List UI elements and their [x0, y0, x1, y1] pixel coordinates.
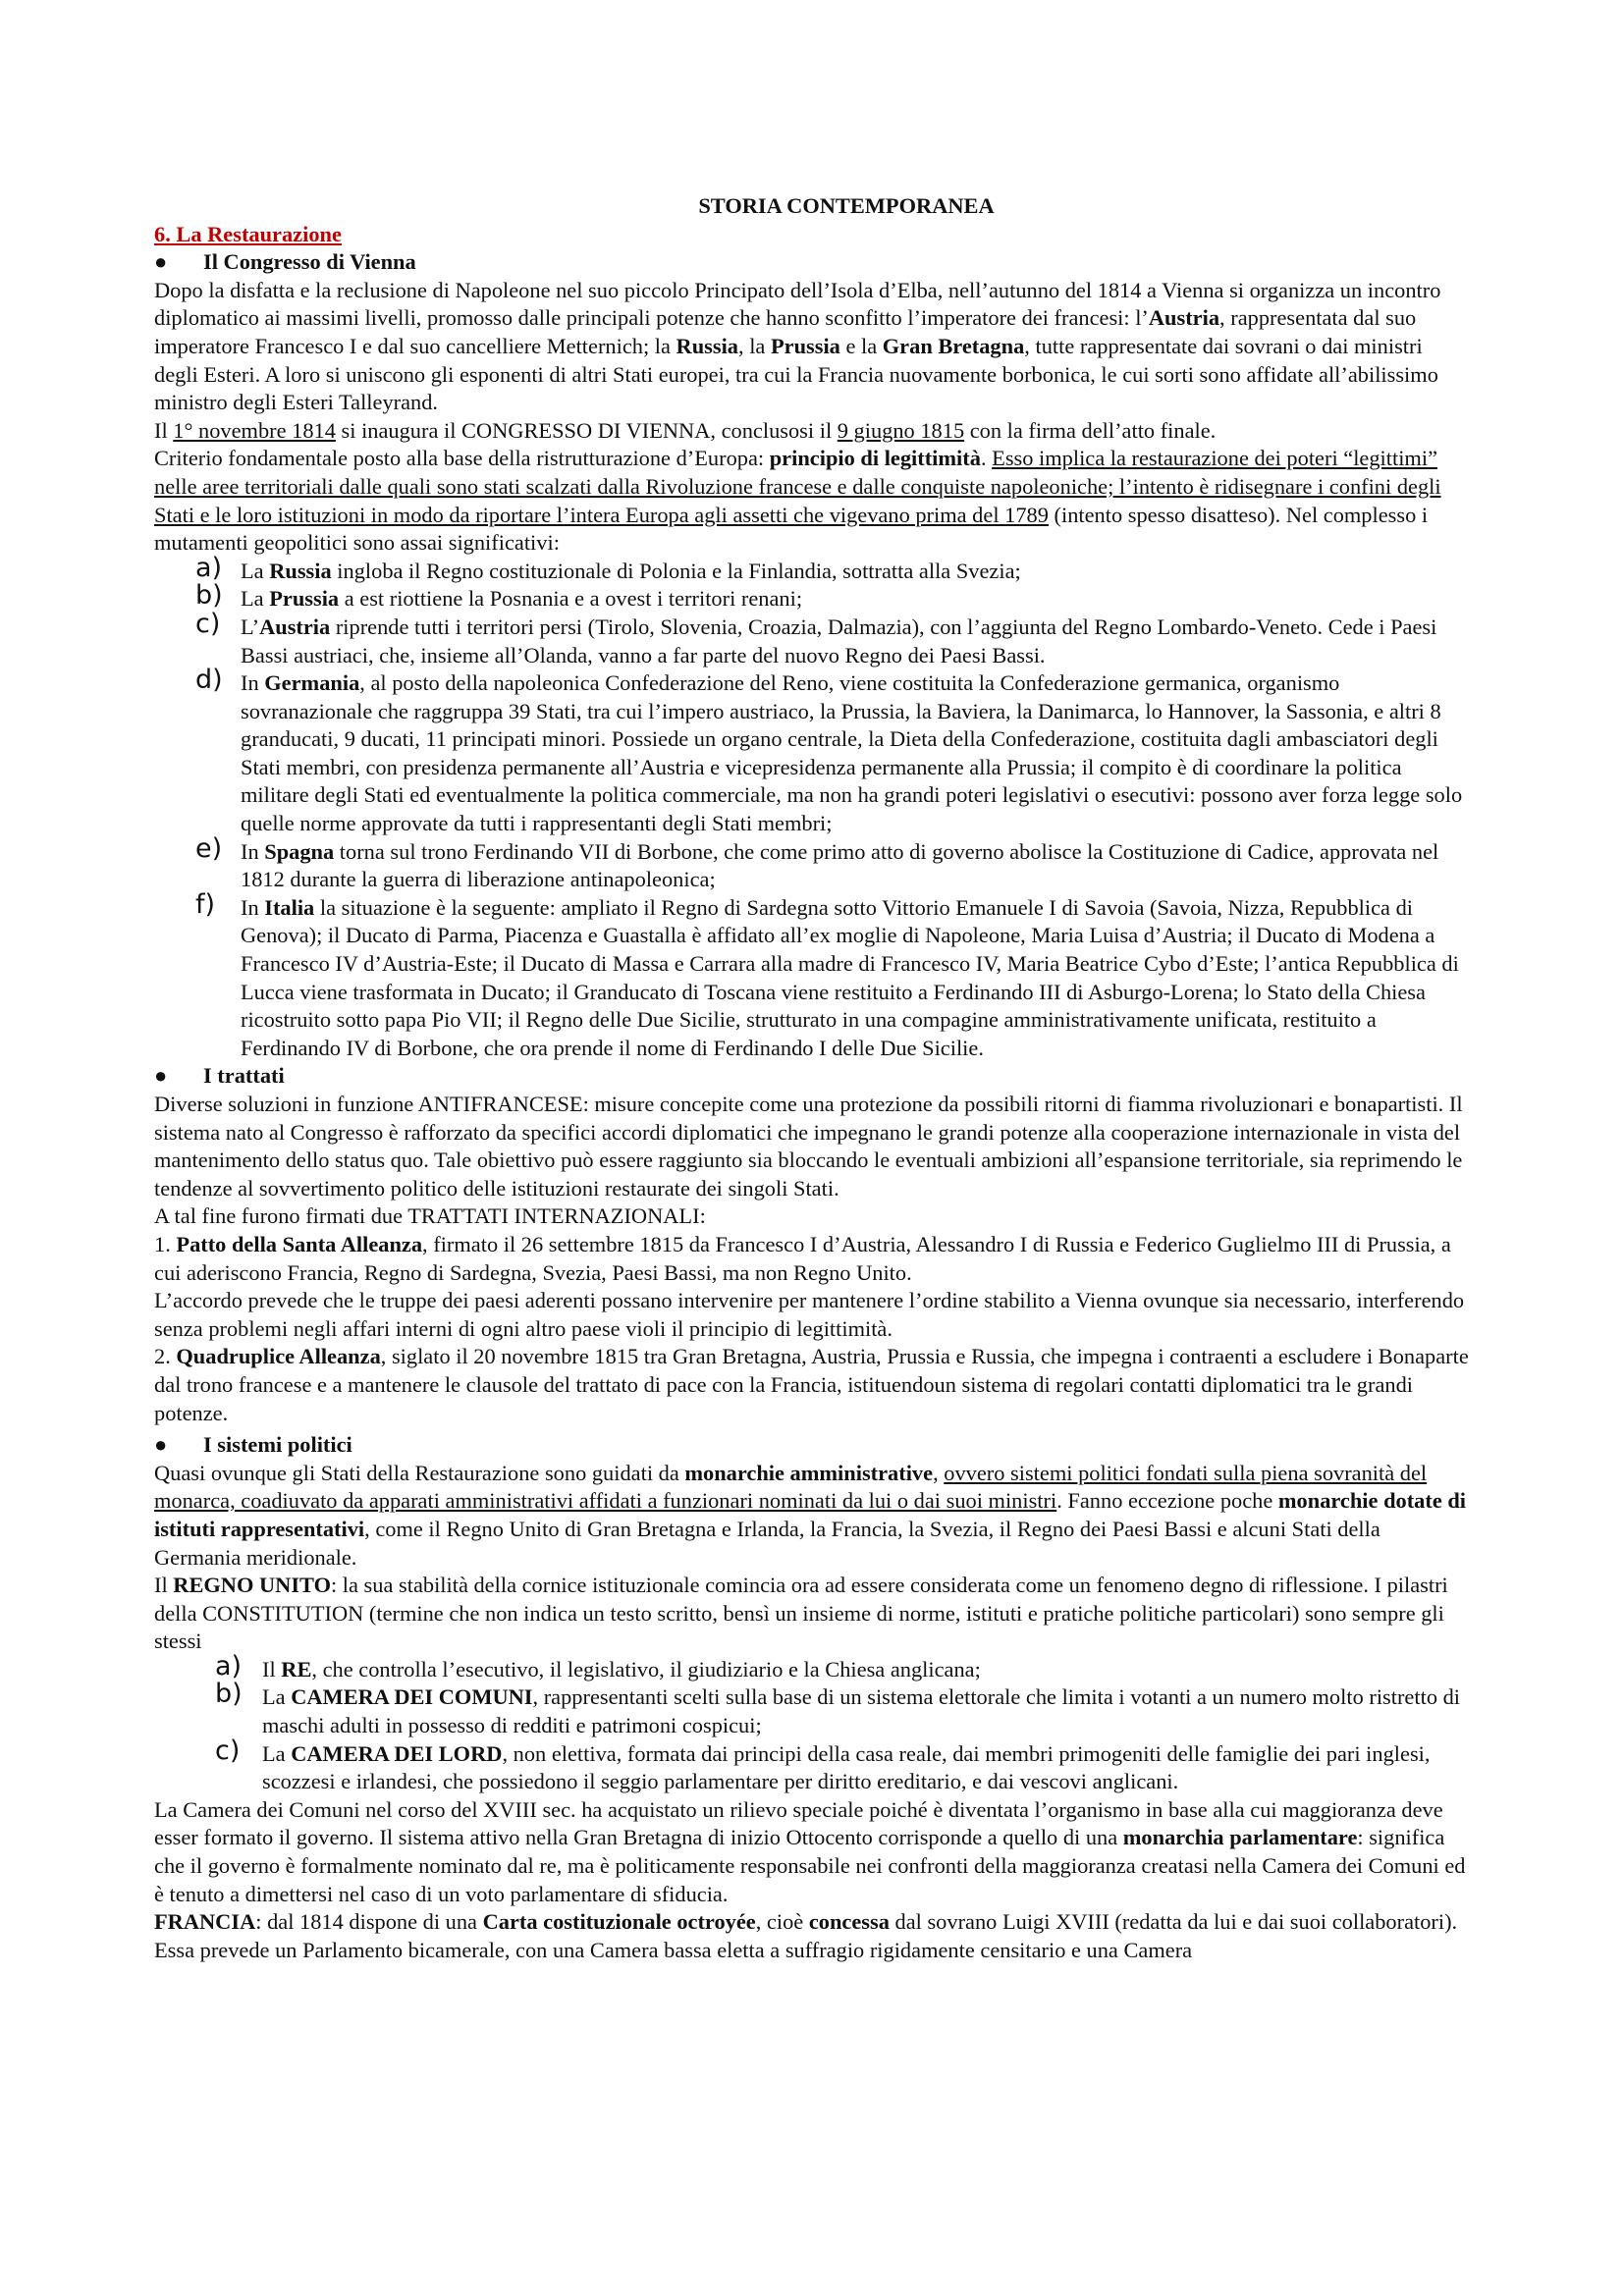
text-run: , che controlla l’esecutivo, il legislativo, il giudiziario e la Chiesa anglicana; [311, 1656, 981, 1682]
bold-text: Carta costituzionale octroyée [482, 1909, 756, 1935]
bold-text: Russia [269, 558, 332, 583]
list-item [154, 1735, 1470, 1796]
list-item [154, 888, 1470, 1063]
list-item [154, 1679, 1470, 1739]
bold-text: Prussia [269, 586, 340, 612]
list-item [154, 552, 1470, 586]
bold-text: REGNO UNITO [173, 1573, 331, 1598]
bold-text: monarchia parlamentare [1122, 1825, 1358, 1850]
bullet-icon: ● [154, 249, 168, 275]
document-title: STORIA CONTEMPORANEA [698, 193, 995, 218]
underlined-text: ovvero sistemi politici fondati sulla piena sovranità del monarca, coadiuvato da apparati amministrativi affidati a funzionari nominati da lui o dai suoi ministri [154, 1460, 1428, 1514]
paragraph [154, 1572, 1470, 1656]
bold-text: principio di legittimità [769, 446, 981, 471]
text-run: 1. [154, 1231, 177, 1256]
bold-text: CAMERA DEI COMUNI [291, 1684, 533, 1710]
text-run: L’accordo prevede che le truppe dei paesi aderenti possano intervenire per mantenere l’ordine stabilito a Vienna ovunque sia necessario, interferendo senza problemi negli affari interni di ogni altro paese violi il principio di legittimità. [154, 1288, 1465, 1341]
paragraph [154, 1908, 1470, 1964]
text-run: , la [738, 333, 771, 358]
bold-text: Quadruplice Alleanza [176, 1344, 381, 1369]
sistemi-list [154, 1650, 1470, 1796]
text-run: In [241, 838, 265, 864]
text-run: La Camera dei Comuni nel corso del XVIII sec. ha acquistato un rilievo speciale poiché è diventata l’organismo in base alla cui maggioranza deve esser formato il governo. Il sistema attivo nella Gran Bretagna di inizio Ottocento corrisponde a quello di una [154, 1796, 1443, 1850]
text-run: Quasi ovunque gli Stati della Restaurazione sono guidati da [154, 1460, 685, 1485]
bold-text: Patto della Santa Alleanza [176, 1231, 423, 1256]
bold-text: Prussia [770, 333, 840, 358]
list-item [154, 608, 1470, 669]
bold-text: monarchie amministrative [684, 1460, 934, 1485]
text-run: . [980, 446, 993, 471]
paragraph [154, 1343, 1470, 1427]
bold-text: RE [281, 1656, 312, 1682]
text-run: riprende tutti i territori persi (Tirolo, Slovenia, Croazia, Dalmazia), con l’aggiunta del Regno Lombardo-Veneto. Cede i Paesi Bassi austriaci, che, insieme all’Olanda, vanno a far parte del nuovo Regno dei Paesi Bassi. [241, 614, 1437, 667]
paragraph [154, 1287, 1470, 1343]
text-run: : dal 1814 dispone di una [255, 1909, 483, 1935]
list-marker: b) [195, 580, 223, 612]
bullet-icon: ● [154, 1432, 168, 1458]
text-run: , rappresentanti scelti sulla base di un sistema elettorale che limita i votanti a un numero molto ristretto di maschi adulti in possesso di redditi e patrimoni cospicui; [262, 1684, 1461, 1738]
text-run: In [241, 894, 265, 920]
text-run: e la [839, 333, 883, 358]
heading-trattati [154, 1062, 1470, 1091]
text-run: A tal fine furono firmati due TRATTATI INTERNAZIONALI: [154, 1203, 706, 1229]
text-run: : la sua stabilità della cornice istituzionale comincia ora ad essere considerata come un fenomeno degno di riflessione. I pilastri della CONSTITUTION (termine che non indica un testo scritto, bensì un insieme di norme, istituti e pratiche politiche particolari) sono sempre gli stessi [154, 1573, 1448, 1654]
list-marker: a) [215, 1650, 243, 1682]
bold-text: Gran Bretagna [882, 333, 1025, 358]
section-title: 6. La Restaurazione [154, 221, 342, 246]
bold-text: Russia [676, 333, 738, 358]
text-run: ingloba il Regno costituzionale di Polonia e la Finlandia, sottratta alla Svezia; [331, 558, 1021, 583]
bold-text: monarchie dotate di istituti rappresentativi [154, 1488, 1467, 1541]
text-run: , cioè [755, 1909, 809, 1935]
bold-text: Austria [1148, 305, 1220, 331]
text-run: , come il Regno Unito di Gran Bretagna e Irlanda, la Francia, la Svezia, il Regno dei Paesi Bassi e alcuni Stati della Germania meridionale. [154, 1516, 1380, 1570]
heading-congresso [154, 248, 1470, 277]
bullet-icon: ● [154, 1063, 168, 1089]
congresso-list [154, 552, 1470, 1063]
text-run: , non elettiva, formata dai principi della casa reale, dai membri primogeniti delle famiglie dei pari inglesi, scozzesi e irlandesi, che possiedono il seggio parlamentare per diritto ereditario, e dai vescovi anglicani. [262, 1740, 1431, 1794]
text-run: La [262, 1684, 292, 1710]
underlined-text: 9 giugno 1815 [837, 417, 965, 443]
text-run: Dopo la disfatta e la reclusione di Napoleone nel suo piccolo Principato dell’Isola d’Elba, nell’autunno del 1814 a Vienna si organizza un incontro diplomatico ai massimi livelli, promosso dalle principali potenze che hanno sconfitto l’imperatore dei francesi: l’ [154, 277, 1441, 331]
text-run: La [241, 558, 270, 583]
text-run: Il [154, 417, 174, 443]
bold-text: Austria [259, 614, 331, 639]
underlined-text: Esso implica la restaurazione dei poteri “legittimi” nelle aree territoriali dalle quali sono stati scalzati dalla Rivoluzione francese e dalle conquiste napoleoniche; l’intento è ridisegnare i confini degli Stati e le loro istituzioni in modo da riportare l’intera Europa agli assetti che vigevano prima del 1789 [154, 446, 1441, 527]
list-item [154, 1650, 1470, 1684]
list-marker: b) [215, 1679, 243, 1710]
bold-text: concessa [808, 1909, 890, 1935]
text-run: a est riottiene la Posnania e a ovest i territori renani; [339, 586, 803, 612]
paragraph [154, 1796, 1470, 1908]
text-run: si inaugura il CONGRESSO DI VIENNA, conclusosi il [335, 417, 838, 443]
text-run: (intento spesso disatteso). Nel complesso i mutamenti geopolitici sono assai significativi: [154, 502, 1429, 556]
text-run: , siglato il 20 novembre 1815 tra Gran Bretagna, Austria, Prussia e Russia, che impegna i contraenti a escludere i Bonaparte dal trono francese e a mantenere le clausole del trattato di pace con la Francia, istituendoun sistema di regolari contatti diplomatici tra le grandi potenze. [154, 1344, 1469, 1425]
list-item [154, 665, 1470, 838]
list-marker: f) [195, 888, 216, 920]
text-run: la situazione è la seguente: ampliato il Regno di Sardegna sotto Vittorio Emanuele I di Savoia (Savoia, Nizza, Repubblica di Genova); il Ducato di Parma, Piacenza e Guastalla è affidato all’ex moglie di Napoleone, Maria Luisa d’Austria; il Ducato di Modena a Francesco IV d’Austria-Este; il Ducato di Massa e Carrara alla madre di Francesco IV, Maria Beatrice Cybo d’Este; l’antica Repubblica di Lucca viene trasformata in Ducato; il Granducato di Toscana viene restituito a Ferdinando III di Asburgo-Lorena; lo Stato della Chiesa ricostruito sotto papa Pio VII; il Regno delle Due Sicilie, strutturato in una compagine amministrativamente unificata, restituito a Ferdinando IV di Borbone, che ora prende il nome di Ferdinando I delle Due Sicilie. [241, 894, 1459, 1060]
text-run: La [262, 1740, 292, 1766]
text-run: . Fanno eccezione poche [1056, 1488, 1278, 1514]
list-marker: d) [195, 665, 223, 696]
text-run: dal sovrano Luigi XVIII (redatta da lui e dai suoi collaboratori). Essa prevede un Parlamento bicamerale, con una Camera bassa eletta a suffragio rigidamente censitario e una Camera [154, 1909, 1458, 1962]
bold-text: FRANCIA [154, 1909, 256, 1935]
text-run: : significa che il governo è formalmente nominato dal re, ma è politicamente responsabile nei confronti della maggioranza creatasi nella Camera dei Comuni ed è tenuto a dimettersi nel caso di un voto parlamentare di sfiducia. [154, 1825, 1466, 1906]
list-item [154, 832, 1470, 894]
document-page [154, 192, 1470, 1964]
bold-text: CAMERA DEI LORD [291, 1740, 503, 1766]
text-run: 2. [154, 1344, 177, 1369]
paragraph [154, 417, 1470, 446]
text-run: , [933, 1460, 945, 1485]
text-run: , rappresentata dal suo imperatore Francesco I e dal suo cancelliere Metternich; la [154, 305, 1417, 358]
text-run: Criterio fondamentale posto alla base della ristrutturazione d’Europa: [154, 446, 770, 471]
paragraph [154, 1202, 1470, 1231]
list-marker: a) [195, 552, 223, 583]
text-run: Diverse soluzioni in funzione ANTIFRANCESE: misure concepite come una protezione da possibili ritorni di fiamma rivoluzionari e bonapartisti. Il sistema nato al Congresso è rafforzato da specifici accordi diplomatici che impegnano le grandi potenze alla cooperazione internazionale in vista del mantenimento dello status quo. Tale obiettivo può essere raggiunto sia bloccando le eventuali ambizioni all’espansione territoriale, sia reprimendo le tendenze al sovvertimento politico delle istituzioni restaurate dei singoli Stati. [154, 1092, 1463, 1201]
list-marker: c) [195, 608, 221, 639]
list-marker: c) [215, 1735, 241, 1766]
paragraph [154, 1231, 1470, 1287]
text-run: torna sul trono Ferdinando VII di Borbone, che come primo atto di governo abolisce la Costituzione di Cadice, approvata nel 1812 durante la guerra di liberazione antinapoleonica; [241, 838, 1439, 892]
bold-text: Italia [264, 894, 315, 920]
bold-text: Spagna [264, 838, 335, 864]
text-run: , tutte rappresentate dai sovrani o dai ministri degli Esteri. A loro si uniscono gli esponenti di altri Stati europei, tra cui la Francia nuovamente borbonica, le cui sorti sono affidate all’abilissimo ministro degli Esteri Talleyrand. [154, 333, 1438, 415]
list-item [154, 580, 1470, 614]
text-run: con la firma dell’atto finale. [964, 417, 1217, 443]
text-run: L’ [241, 614, 260, 639]
text-run: In [241, 670, 265, 696]
heading-trattati-text: I trattati [203, 1063, 285, 1089]
paragraph [154, 445, 1470, 557]
heading-sistemi [154, 1431, 1470, 1460]
text-run: , firmato il 26 settembre 1815 da Francesco I d’Austria, Alessandro I di Russia e Federico Guglielmo III di Prussia, a cui aderiscono Francia, Regno di Sardegna, Svezia, Paesi Bassi, ma non Regno Unito. [154, 1231, 1451, 1285]
text-run: , al posto della napoleonica Confederazione del Reno, viene costituita la Confederazione germanica, organismo sovranazionale che raggruppa 39 Stati, tra cui l’impero austriaco, la Prussia, la Baviera, la Danimarca, lo Hannover, la Sassonia, e altri 8 granducati, 9 ducati, 11 principati minori. Possiede un organo centrale, la Dieta della Confederazione, costituita dagli ambasciatori degli Stati membri, con presidenza permanente all’Austria e vicepresidenza permanente alla Prussia; il compito è di coordinare la politica militare degli Stati ed eventualmente la politica commerciale, ma non ha grandi poteri legislativi o esecutivi: possono aver forza legge solo quelle norme approvate da tutti i rappresentanti degli Stati membri; [241, 670, 1463, 836]
bold-text: Germania [264, 670, 360, 696]
underlined-text: 1° novembre 1814 [173, 417, 336, 443]
paragraph [154, 1460, 1470, 1572]
paragraph [154, 277, 1470, 417]
text-run: La [241, 586, 270, 612]
text-run: Il [154, 1573, 174, 1598]
text-run: Il [262, 1656, 282, 1682]
heading-sistemi-text: I sistemi politici [203, 1432, 352, 1458]
heading-congresso-text: Il Congresso di Vienna [203, 249, 416, 275]
paragraph [154, 1091, 1470, 1202]
list-marker: e) [195, 832, 223, 864]
